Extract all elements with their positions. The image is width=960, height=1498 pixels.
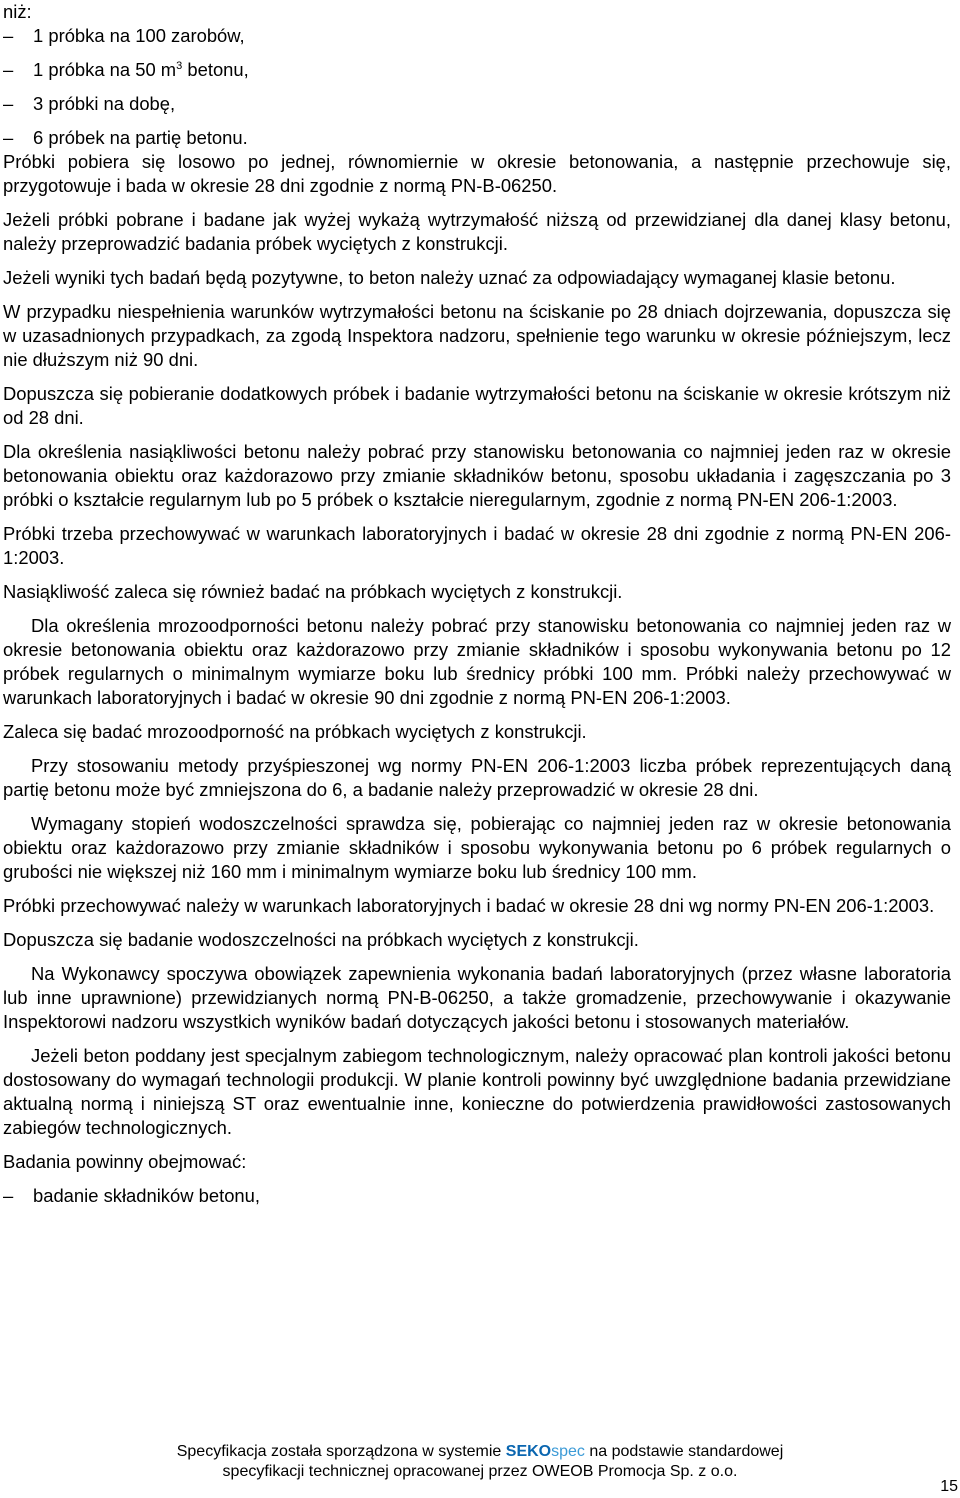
footer-line-2: specyfikacji technicznej opracowanej przez OWEOB Promocja Sp. z o.o. [222,1463,738,1480]
paragraph: Jeżeli próbki pobrane i badane jak wyżej wykażą wytrzymałość niższą od przewidzianej dla danej klasy betonu, należy przeprowadzić badania próbek wyciętych z konstrukcji. [3,209,951,254]
paragraph: Próbki trzeba przechowywać w warunkach laboratoryjnych i badać w okresie 28 dni zgodnie z normą PN-EN 206-1:2003. [3,523,951,568]
brand-logo-spec: spec [551,1443,585,1460]
list-item [3,1184,951,1208]
list-item-text-post: betonu, [182,59,249,80]
dash-bullet: – [3,59,14,80]
list-item-text: 6 próbek na partię betonu. [33,127,248,148]
paragraph: Jeżeli beton poddany jest specjalnym zabiegom technologicznym, należy opracować plan kontroli jakości betonu dostosowany do wymagań technologii produkcji. W planie kontroli powinny być uwzględnione badania przewidziane aktualną normą i niniejszą ST oraz ewentualnie inne, konieczne do potwierdzenia prawidłowości zastosowanych zabiegów technologicznych. [3,1045,951,1138]
footer-text: na podstawie standardowej [584,1443,784,1460]
list-item [3,126,951,150]
list-item [3,92,951,116]
paragraph: W przypadku niespełnienia warunków wytrzymałości betonu na ściskanie po 28 dniach dojrzewania, dopuszcza się w uzasadnionych przypadkach, za zgodą Inspektora nadzoru, spełnienie tego warunku w okresie późniejszym, lecz nie dłuższym niż 90 dni. [3,301,951,370]
page-footer [0,1442,960,1482]
dash-bullet: – [3,1185,14,1206]
list-item-text [33,58,249,82]
paragraph: Dopuszcza się badanie wodoszczelności na próbkach wyciętych z konstrukcji. [3,929,639,950]
paragraph: Badania powinny obejmować: [3,1151,247,1172]
paragraph: Zaleca się badać mrozoodporność na próbkach wyciętych z konstrukcji. [3,721,587,742]
page-number: 15 [940,1478,958,1495]
paragraph: Na Wykonawcy spoczywa obowiązek zapewnienia wykonania badań laboratoryjnych (przez własne laboratoria lub inne uprawnione) przewidzianych normą PN-B-06250, a także gromadzenie, przechowywanie i okazywanie Inspektorowi nadzoru wszystkich wyników badań dotyczących jakości betonu i stosowanych materiałów. [3,963,951,1032]
brand-logo-seko: SEKO [505,1443,552,1460]
paragraph: Próbki pobiera się losowo po jednej, równomiernie w okresie betonowania, a następnie przechowuje się, przygotowuje i bada w okresie 28 dni zgodnie z normą PN-B-06250. [3,151,951,196]
paragraph: Wymagany stopień wodoszczelności sprawdza się, pobierając co najmniej jeden raz w okresie betonowania obiektu oraz każdorazowo przy zmianie składników i sposobu wykonywania betonu po 6 próbek regularnych o grubości nie większej niż 160 mm i minimalnym wymiarze boku lub średnicy 100 mm. [3,813,951,882]
paragraph: Dla określenia mrozoodporności betonu należy pobrać przy stanowisku betonowania co najmniej jeden raz w okresie betonowania obiektu oraz każdorazowo przy zmianie składników i sposobu wykonywania betonu po 12 próbek regularnych o minimalnym wymiarze boku lub średnicy próbki 100 mm. Próbki należy przechowywać w warunkach laboratoryjnych i badać w okresie 90 dni zgodnie z normą PN-EN 206-1:2003. [3,615,951,708]
dash-bullet: – [3,25,14,46]
paragraph: Dopuszcza się pobieranie dodatkowych próbek i badanie wytrzymałości betonu na ściskanie w okresie krótszym niż od 28 dni. [3,383,951,428]
footer-text: Specyfikacja została sporządzona w systemie [176,1443,506,1460]
intro-text: niż: [3,1,32,22]
list-item [3,58,951,82]
dash-bullet: – [3,127,14,148]
paragraph: Dla określenia nasiąkliwości betonu należy pobrać przy stanowisku betonowania co najmniej jeden raz w okresie betonowania obiektu oraz każdorazowo przy zmianie składników betonu, sposobu układania i zagęszczania po 3 próbki o kształcie regularnym lub po 5 próbek o kształcie nieregularnym, zgodnie z normą PN-EN 206-1:2003. [3,441,951,510]
dash-bullet: – [3,93,14,114]
paragraph: Nasiąkliwość zaleca się również badać na próbkach wyciętych z konstrukcji. [3,581,623,602]
list-item-text: 1 próbka na 100 zarobów, [33,25,245,46]
superscript: 3 [176,60,183,72]
list-item [3,24,951,48]
paragraph: Przy stosowaniu metody przyśpieszonej wg normy PN-EN 206-1:2003 liczba próbek reprezentujących daną partię betonu może być zmniejszona do 6, a badanie należy przeprowadzić w okresie 28 dni. [3,755,951,800]
paragraph: Próbki przechowywać należy w warunkach laboratoryjnych i badać w okresie 28 dni wg normy PN-EN 206-1:2003. [3,895,935,916]
list-item-text: 3 próbki na dobę, [33,93,176,114]
footer-line-1 [0,1442,960,1462]
list-item-text-pre: 1 próbka na 50 m [33,59,177,80]
paragraph: Jeżeli wyniki tych badań będą pozytywne, to beton należy uznać za odpowiadający wymaganej klasie betonu. [3,267,896,288]
list-item-text: badanie składników betonu, [33,1185,260,1206]
document-page [3,0,951,1218]
